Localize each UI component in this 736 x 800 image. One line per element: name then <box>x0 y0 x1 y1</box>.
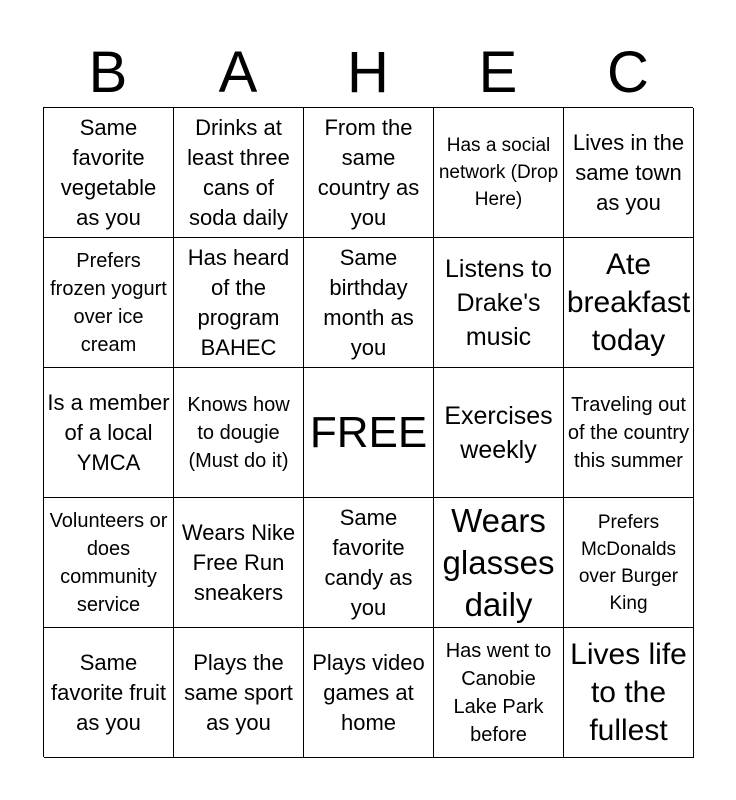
bingo-header <box>43 38 693 108</box>
cell-text: Plays the same sport as you <box>184 649 293 735</box>
cell-text: Prefers frozen yogurt over ice cream <box>50 249 167 356</box>
cell-text: Prefers McDonalds over Burger King <box>578 511 679 614</box>
cell-text: Same favorite vegetable as you <box>60 114 157 230</box>
cell-text: Knows how to dougie (Must do it) <box>187 393 290 472</box>
bingo-cell[interactable] <box>564 368 694 498</box>
bingo-cell[interactable] <box>564 238 694 368</box>
bingo-cell[interactable] <box>44 498 174 628</box>
cell-text: Plays video games at home <box>312 649 425 735</box>
bingo-cell[interactable] <box>304 238 434 368</box>
bingo-cell[interactable] <box>174 628 304 758</box>
free-cell[interactable] <box>304 368 434 498</box>
cell-text: Is a member of a local YMCA <box>47 389 170 475</box>
bingo-cell[interactable] <box>44 108 174 238</box>
bingo-cell[interactable] <box>174 368 304 498</box>
cell-text: Volunteers or does community service <box>49 509 168 616</box>
header-letter-c: C <box>607 40 649 105</box>
cell-text: Same favorite fruit as you <box>51 649 166 735</box>
cell-text: Same favorite candy as you <box>324 504 413 620</box>
bingo-grid <box>43 107 693 757</box>
cell-text: Exercises weekly <box>444 401 553 464</box>
bingo-cell[interactable] <box>174 498 304 628</box>
bingo-cell[interactable] <box>304 628 434 758</box>
cell-text: Wears Nike Free Run sneakers <box>181 519 296 605</box>
cell-text: Has went to Canobie Lake Park before <box>445 639 552 746</box>
bingo-cell[interactable] <box>44 238 174 368</box>
header-letter-b: B <box>88 40 128 105</box>
free-label: FREE <box>309 407 428 457</box>
bingo-cell[interactable] <box>304 108 434 238</box>
bingo-cell[interactable] <box>434 108 564 238</box>
cell-text: Traveling out of the country this summer <box>567 393 690 472</box>
bingo-cell[interactable] <box>564 498 694 628</box>
bingo-cell[interactable] <box>434 238 564 368</box>
bingo-cell[interactable] <box>304 498 434 628</box>
cell-text: Lives life to the fullest <box>570 637 687 747</box>
bingo-cell[interactable] <box>174 108 304 238</box>
cell-text: Drinks at least three cans of soda daily <box>187 114 290 230</box>
bingo-cell[interactable] <box>434 368 564 498</box>
cell-text: Ate breakfast today <box>566 247 691 357</box>
header-letter-h: H <box>347 40 389 105</box>
bingo-cell[interactable] <box>44 368 174 498</box>
cell-text: Wears glasses daily <box>442 501 555 623</box>
cell-text: Has a social network (Drop Here) <box>438 135 559 210</box>
cell-text: Listens to Drake's music <box>444 254 552 351</box>
cell-text: From the same country as you <box>317 114 420 230</box>
cell-text: Has heard of the program BAHEC <box>187 244 290 360</box>
header-letter-e: E <box>478 40 518 105</box>
cell-text: Same birthday month as you <box>323 244 414 360</box>
bingo-cell[interactable] <box>564 628 694 758</box>
cell-text: Lives in the same town as you <box>572 129 685 215</box>
bingo-cell[interactable] <box>174 238 304 368</box>
bingo-cell[interactable] <box>434 498 564 628</box>
header-letter-a: A <box>218 40 258 105</box>
bingo-cell[interactable] <box>44 628 174 758</box>
bingo-cell[interactable] <box>564 108 694 238</box>
bingo-cell[interactable] <box>434 628 564 758</box>
